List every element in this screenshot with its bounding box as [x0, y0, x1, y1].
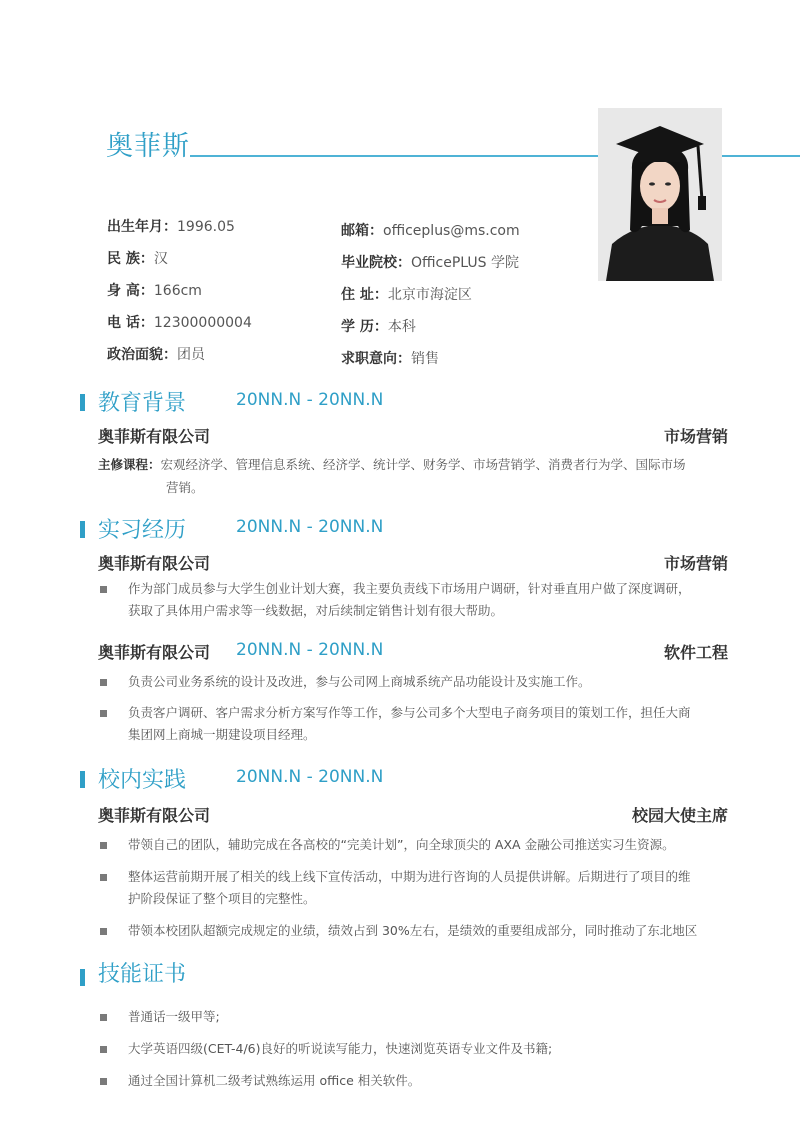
campus-bullet-2: 整体运营前期开展了相关的线上线下宣传活动，中期为进行咨询的人员提供讲解。后期进行了项目的维 护阶段保证了整个项目的完整性。 — [98, 866, 730, 910]
square-bullet-icon — [100, 586, 107, 593]
personal-info-left — [107, 216, 252, 376]
internship-bullet-2: 负责公司业务系统的设计及改进，参与公司网上商城系统产品功能设计及实施工作。 — [98, 671, 730, 693]
internship-org-row-1 — [98, 551, 728, 575]
course-list — [98, 453, 730, 476]
org-name: 奥菲斯有限公司 — [98, 427, 211, 446]
campus-org-row — [98, 803, 728, 827]
section-date: 20NN.N - 20NN.N — [236, 517, 384, 537]
org-role: 市场营销 — [663, 554, 728, 573]
square-bullet-icon — [100, 710, 107, 717]
org-role: 市场营销 — [663, 427, 728, 446]
course-label: 主修课程： — [98, 457, 161, 472]
section-bar-icon — [80, 394, 85, 411]
square-bullet-icon — [100, 1014, 107, 1021]
square-bullet-icon — [100, 874, 107, 881]
section-bar-icon — [80, 969, 85, 986]
org-name: 奥菲斯有限公司 — [98, 643, 211, 662]
graduate-portrait-photo — [598, 108, 722, 281]
skills-bullet-1: 普通话一级甲等; — [98, 1006, 730, 1028]
section-title: 实习经历 — [98, 518, 187, 543]
campus-bullet-3: 带领本校团队超额完成规定的业绩，绩效占到 30%左右，是绩效的重要组成部分，同时推动了东北地区 — [98, 920, 730, 942]
org-name: 奥菲斯有限公司 — [98, 806, 211, 825]
section-title: 校内实践 — [98, 768, 187, 793]
section-date: 20NN.N - 20NN.N — [236, 767, 384, 787]
section-title: 技能证书 — [98, 962, 187, 987]
info-ethnicity: 民 族：汉 — [107, 251, 168, 267]
square-bullet-icon — [100, 1046, 107, 1053]
internship-bullet-3: 负责客户调研、客户需求分析方案写作等工作，参与公司多个大型电子商务项目的策划工作，担任大商 集团网上商城一期建设项目经理。 — [98, 702, 730, 746]
info-birth: 出生年月：1996.05 — [107, 219, 235, 235]
info-degree: 学 历：本科 — [341, 319, 416, 335]
course-list-cont — [98, 476, 730, 499]
section-bar-icon — [80, 521, 85, 538]
info-objective: 求职意向：销售 — [341, 351, 439, 367]
info-address: 住 址：北京市海淀区 — [341, 287, 472, 303]
course-text: 宏观经济学、管理信息系统、经济学、统计学、财务学、市场营销学、消费者行为学、国际市场 — [160, 457, 686, 472]
org-date: 20NN.N - 20NN.N — [236, 640, 384, 660]
square-bullet-icon — [100, 928, 107, 935]
square-bullet-icon — [100, 842, 107, 849]
section-title: 教育背景 — [98, 391, 187, 416]
skills-bullet-3: 通过全国计算机二级考试熟练运用 office 相关软件。 — [98, 1070, 730, 1092]
square-bullet-icon — [100, 1078, 107, 1085]
internship-org-row-2 — [98, 640, 728, 664]
section-date: 20NN.N - 20NN.N — [236, 390, 384, 410]
section-bar-icon — [80, 771, 85, 788]
info-email: 邮箱：officeplus@ms.com — [341, 223, 520, 239]
skills-bullet-2: 大学英语四级(CET-4/6)良好的听说读写能力，快速浏览英语专业文件及书籍; — [98, 1038, 730, 1060]
org-role: 校园大使主席 — [631, 806, 728, 825]
campus-bullet-1: 带领自己的团队，辅助完成在各高校的“完美计划”，向全球顶尖的 AXA 金融公司推送实习生资源。 — [98, 834, 730, 856]
square-bullet-icon — [100, 679, 107, 686]
org-role: 软件工程 — [663, 643, 728, 662]
internship-bullet-1: 作为部门成员参与大学生创业计划大赛，我主要负责线下市场用户调研，针对垂直用户做了深度调研， 获取了具体用户需求等一线数据，对后续制定销售计划有很大帮助。 — [98, 578, 730, 622]
org-name: 奥菲斯有限公司 — [98, 554, 211, 573]
info-height: 身 高：166cm — [107, 283, 202, 299]
candidate-name: 奥菲斯 — [106, 131, 190, 162]
info-political: 政治面貌：团员 — [107, 347, 205, 363]
course-text-2: 营销。 — [166, 480, 204, 495]
education-org-row — [98, 424, 728, 448]
info-school: 毕业院校：OfficePLUS 学院 — [341, 255, 519, 271]
info-phone: 电 话：12300000004 — [107, 315, 252, 331]
personal-info-right — [341, 220, 520, 380]
